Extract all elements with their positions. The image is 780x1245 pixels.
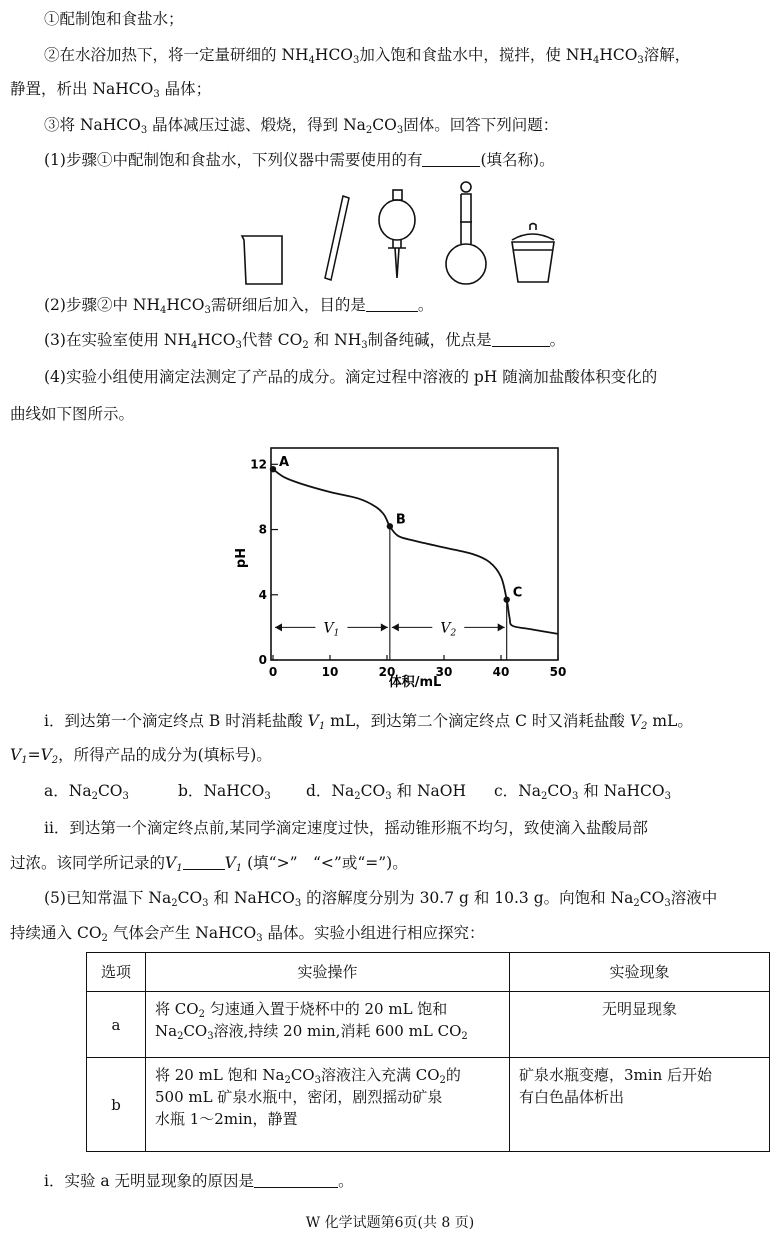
- interval-arrow: [381, 623, 388, 631]
- question-4: (4)实验小组使用滴定法测定了产品的成分。滴定过程中溶液的 pH 随滴加盐酸体积变化的: [44, 368, 658, 386]
- volumetric-flask-icon: [446, 182, 486, 284]
- step-2: ②在水浴加热下，将一定量研细的 $NH_4HCO_3$加入饱和食盐水中，搅拌，使 $NH_4HCO_3$溶解，: [44, 46, 691, 66]
- crucible-icon: [512, 224, 554, 283]
- y-tick-label: 12: [250, 457, 267, 472]
- x-tick-label: 50: [549, 665, 567, 679]
- row-phenomenon: 矿泉水瓶变瘪，3min 后开始 有白色晶体析出: [510, 1058, 770, 1152]
- interval-arrow: [392, 623, 399, 631]
- row-option: b: [87, 1058, 146, 1152]
- y-tick-label: 0: [258, 653, 267, 667]
- option-c[interactable]: c．$Na_2CO_3$ 和 NaHCO$_3$: [494, 782, 671, 802]
- y-axis-label: pH: [234, 547, 249, 569]
- point-marker: [504, 596, 510, 602]
- subquestion-ii: ii．到达第一个滴定终点前,某同学滴定速度过快，摇动锥形瓶不均匀，致使滴入盐酸局部: [44, 819, 648, 837]
- interval-arrow: [275, 623, 282, 631]
- apparatus-row: [230, 178, 570, 290]
- interval-label: $V_1$: [323, 620, 340, 639]
- x-tick-label: 30: [435, 665, 453, 679]
- answer-blank[interactable]: [254, 1173, 338, 1188]
- row-option: a: [87, 992, 146, 1058]
- question-5-cont: 持续通入 $CO_2$ 气体会产生 NaHCO$_3$ 晶体。实验小组进行相应探究：: [10, 924, 485, 944]
- y-tick-label: 4: [258, 587, 267, 602]
- formula-nh4hco3: $NH_4HCO_3$: [132, 296, 211, 316]
- row-operation: 将 20 mL 饱和 $Na_2CO_3$溶液注入充满 $CO_2$的 500 mL 矿泉水瓶中，密闭，剧烈摇动矿泉 水瓶 1～2min，静置: [146, 1058, 510, 1152]
- option-d[interactable]: d．$Na_2CO_3$ 和 NaOH: [306, 782, 466, 802]
- question-5-i: i．实验 a 无明显现象的原因是 。: [44, 1172, 354, 1190]
- y-tick-label: 8: [258, 522, 267, 537]
- formula-nh3: $NH_3$: [334, 331, 368, 351]
- formula-nh4hco3: $NH_4HCO_3$: [281, 46, 360, 66]
- page-footer: W 化学试题第6页(共 8 页): [305, 1215, 475, 1231]
- table-row: [87, 1058, 770, 1152]
- point-label: A: [279, 455, 290, 471]
- subquestion-i-cont: $V_1=V_2$，所得产品的成分为(填标号)。: [10, 746, 272, 766]
- ph-curve: [273, 469, 558, 634]
- header-operation: 实验操作: [146, 953, 510, 992]
- question-1: (1)步骤①中配制饱和食盐水，下列仪器中需要使用的有 (填名称)。: [44, 151, 555, 169]
- x-tick-label: 40: [492, 665, 510, 679]
- option-a[interactable]: a．$Na_2CO_3$: [44, 782, 129, 802]
- row-operation: 将 $CO_2$ 匀速通入置于烧杯中的 20 mL 饱和 $Na_2CO_3$溶液,持续 20 min,消耗 600 mL $CO_2$: [146, 992, 510, 1058]
- step-1: ①配制饱和食盐水；: [44, 10, 184, 28]
- x-tick-label: 10: [321, 665, 339, 679]
- subquestion-i: i．到达第一个滴定终点 B 时消耗盐酸 $V_1$ mL，到达第二个滴定终点 C 时又消耗盐酸 $V_2$ mL。: [44, 712, 693, 732]
- formula-co2: $CO_2$: [277, 331, 309, 351]
- question-3: (3)在实验室使用 $NH_4HCO_3$代替 $CO_2$ 和 $NH_3$制备纯碱，优点是 。: [44, 331, 566, 351]
- beaker-icon: [242, 236, 282, 284]
- header-phenomenon: 实验现象: [510, 953, 770, 992]
- question-4-cont: 曲线如下图所示。: [10, 405, 135, 423]
- interval-arrow: [498, 623, 505, 631]
- formula-nh4hco3: $NH_4HCO_3$: [565, 46, 644, 66]
- interval-label: $V_2$: [440, 620, 457, 639]
- separatory-funnel-icon: [379, 190, 415, 278]
- x-tick-label: 0: [268, 665, 278, 679]
- x-axis-label: 体积/mL: [388, 675, 442, 690]
- point-label: C: [512, 585, 523, 601]
- table-header: [87, 953, 770, 992]
- formula-nh4hco3: $NH_4HCO_3$: [163, 331, 242, 351]
- question-5: (5)已知常温下 $Na_2CO_3$ 和 NaHCO$_3$ 的溶解度分别为 30.7 g 和 10.3 g。向饱和 $Na_2CO_3$溶液中: [44, 889, 718, 909]
- answer-blank[interactable]: [366, 297, 418, 312]
- point-marker: [270, 466, 276, 472]
- step-3: ③将 NaHCO$_3$ 晶体减压过滤、煅烧，得到 $Na_2CO_3$固体。回答下列问题：: [44, 116, 559, 136]
- point-label: B: [395, 512, 406, 528]
- formula-nahco3: NaHCO$_3$: [79, 116, 148, 136]
- table-row: [87, 992, 770, 1058]
- glass-rod-icon: [325, 196, 349, 280]
- subquestion-ii-cont: 过浓。该同学所记录的$V_1$ $V_1$ (填“>” “<”或“=”)。: [10, 854, 408, 874]
- step-2-cont: 静置，析出 NaHCO$_3$ 晶体；: [10, 80, 212, 100]
- answer-blank[interactable]: [183, 855, 225, 870]
- titration-chart: [225, 440, 570, 690]
- answer-blank[interactable]: [422, 152, 480, 167]
- formula-na2co3: $Na_2CO_3$: [343, 116, 404, 136]
- header-option: 选项: [87, 953, 146, 992]
- experiment-table: [86, 952, 770, 1152]
- plot-frame: [271, 448, 558, 660]
- option-b[interactable]: b．NaHCO$_3$: [178, 782, 271, 802]
- question-2: (2)步骤②中 $NH_4HCO_3$需研细后加入，目的是 。: [44, 296, 434, 316]
- point-marker: [387, 523, 393, 529]
- answer-blank[interactable]: [492, 332, 550, 347]
- row-phenomenon: 无明显现象: [510, 992, 770, 1058]
- formula-nahco3: NaHCO$_3$: [92, 80, 160, 100]
- x-tick-label: 20: [378, 665, 396, 679]
